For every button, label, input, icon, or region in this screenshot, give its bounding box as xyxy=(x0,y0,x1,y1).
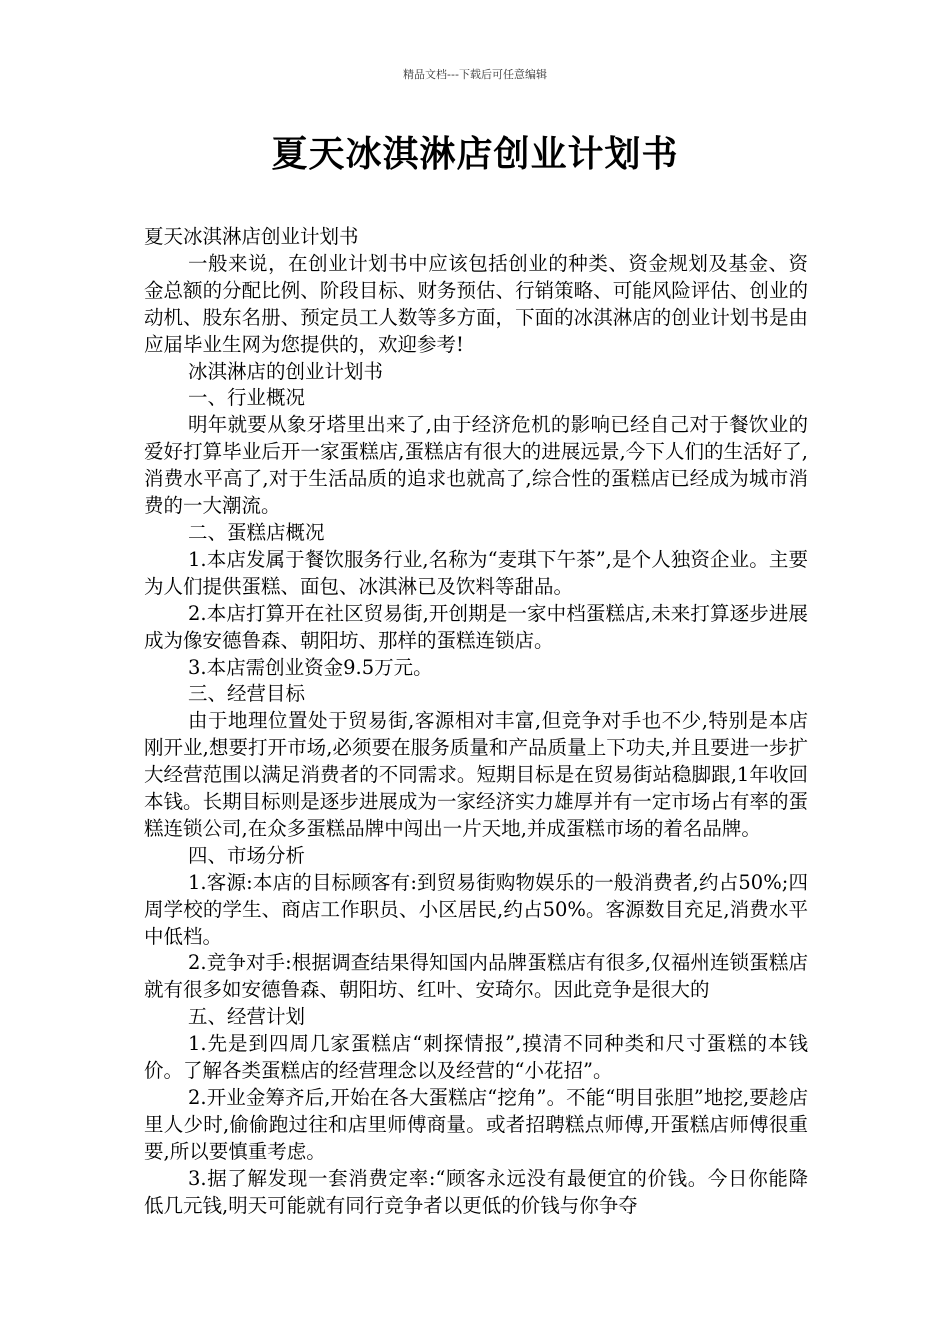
section-heading: 五、经营计划 xyxy=(188,1005,306,1029)
document-title: 夏天冰淇淋店创业计划书 xyxy=(271,133,679,175)
paragraph: 2.竞争对手:根据调查结果得知国内品牌蛋糕店有很多,仅福州连锁蛋糕店就有很多如安德鲁森、朝阳坊、红叶、安琦尔。因此竞争是很大的 xyxy=(144,951,808,1002)
page-header-note: 精品文档---下载后可任意编辑 xyxy=(403,68,547,81)
paragraph: 夏天冰淇淋店创业计划书 xyxy=(144,225,359,248)
subtitle: 冰淇淋店的创业计划书 xyxy=(188,359,384,383)
section-heading: 四、市场分析 xyxy=(188,843,306,867)
section-heading: 一、行业概况 xyxy=(188,386,306,410)
section-heading: 二、蛋糕店概况 xyxy=(188,520,325,544)
paragraph: 一般来说，在创业计划书中应该包括创业的种类、资金规划及基金、资金总额的分配比例、阶段目标、财务预估、行销策略、可能风险评估、创业的动机、股东名册、预定员工人数等多方面，下面的冰淇淋店的创业计划书是由应届毕业生网为您提供的，欢迎参考! xyxy=(144,251,808,356)
paragraph: 1.本店发属于餐饮服务行业,名称为“麦琪下午茶”,是个人独资企业。主要为人们提供蛋糕、面包、冰淇淋已及饮料等甜品。 xyxy=(144,547,808,598)
document-body xyxy=(144,224,808,1220)
paragraph: 2.开业金筹齐后,开始在各大蛋糕店“挖角”。不能“明目张胆”地挖,要趁店里人少时,偷偷跑过往和店里师傅商量。或者招聘糕点师傅,开蛋糕店师傅很重要,所以要慎重考虑。 xyxy=(144,1086,808,1163)
paragraph: 由于地理位置处于贸易街,客源相对丰富,但竞争对手也不少,特别是本店刚开业,想要打开市场,必须要在服务质量和产品质量上下功夫,并且要进一步扩大经营范围以满足消费者的不同需求。短期目标是在贸易街站稳脚跟,1年收回本钱。长期目标则是逐步进展成为一家经济实力雄厚并有一定市场占有率的蛋糕连锁公司,在众多蛋糕品牌中闯出一片天地,并成蛋糕市场的着名品牌。 xyxy=(144,709,808,840)
paragraph: 1.客源:本店的目标顾客有:到贸易街购物娱乐的一般消费者,约占50%;四周学校的学生、商店工作职员、小区居民,约占50%。客源数目充足,消费水平中低档。 xyxy=(144,870,808,948)
paragraph: 明年就要从象牙塔里出来了,由于经济危机的影响已经自己对于餐饮业的爱好打算毕业后开一家蛋糕店,蛋糕店有很大的进展远景,今下人们的生活好了,消费水平高了,对于生活品质的追求也就高了,综合性的蛋糕店已经成为城市消费的一大潮流。 xyxy=(144,413,808,518)
paragraph: 3.本店需创业资金9.5万元。 xyxy=(188,655,433,679)
paragraph: 1.先是到四周几家蛋糕店“刺探情报”,摸清不同种类和尺寸蛋糕的本钱价。了解各类蛋糕店的经营理念以及经营的“小花招”。 xyxy=(144,1032,808,1083)
paragraph: 3.据了解发现一套消费定率:“顾客永远没有最便宜的价钱。今日你能降低几元钱,明天可能就有同行竞争者以更低的价钱与你争夺 xyxy=(144,1166,808,1217)
section-heading: 三、经营目标 xyxy=(188,682,306,706)
paragraph: 2.本店打算开在社区贸易街,开创期是一家中档蛋糕店,未来打算逐步进展成为像安德鲁森、朝阳坊、那样的蛋糕连锁店。 xyxy=(144,601,808,652)
